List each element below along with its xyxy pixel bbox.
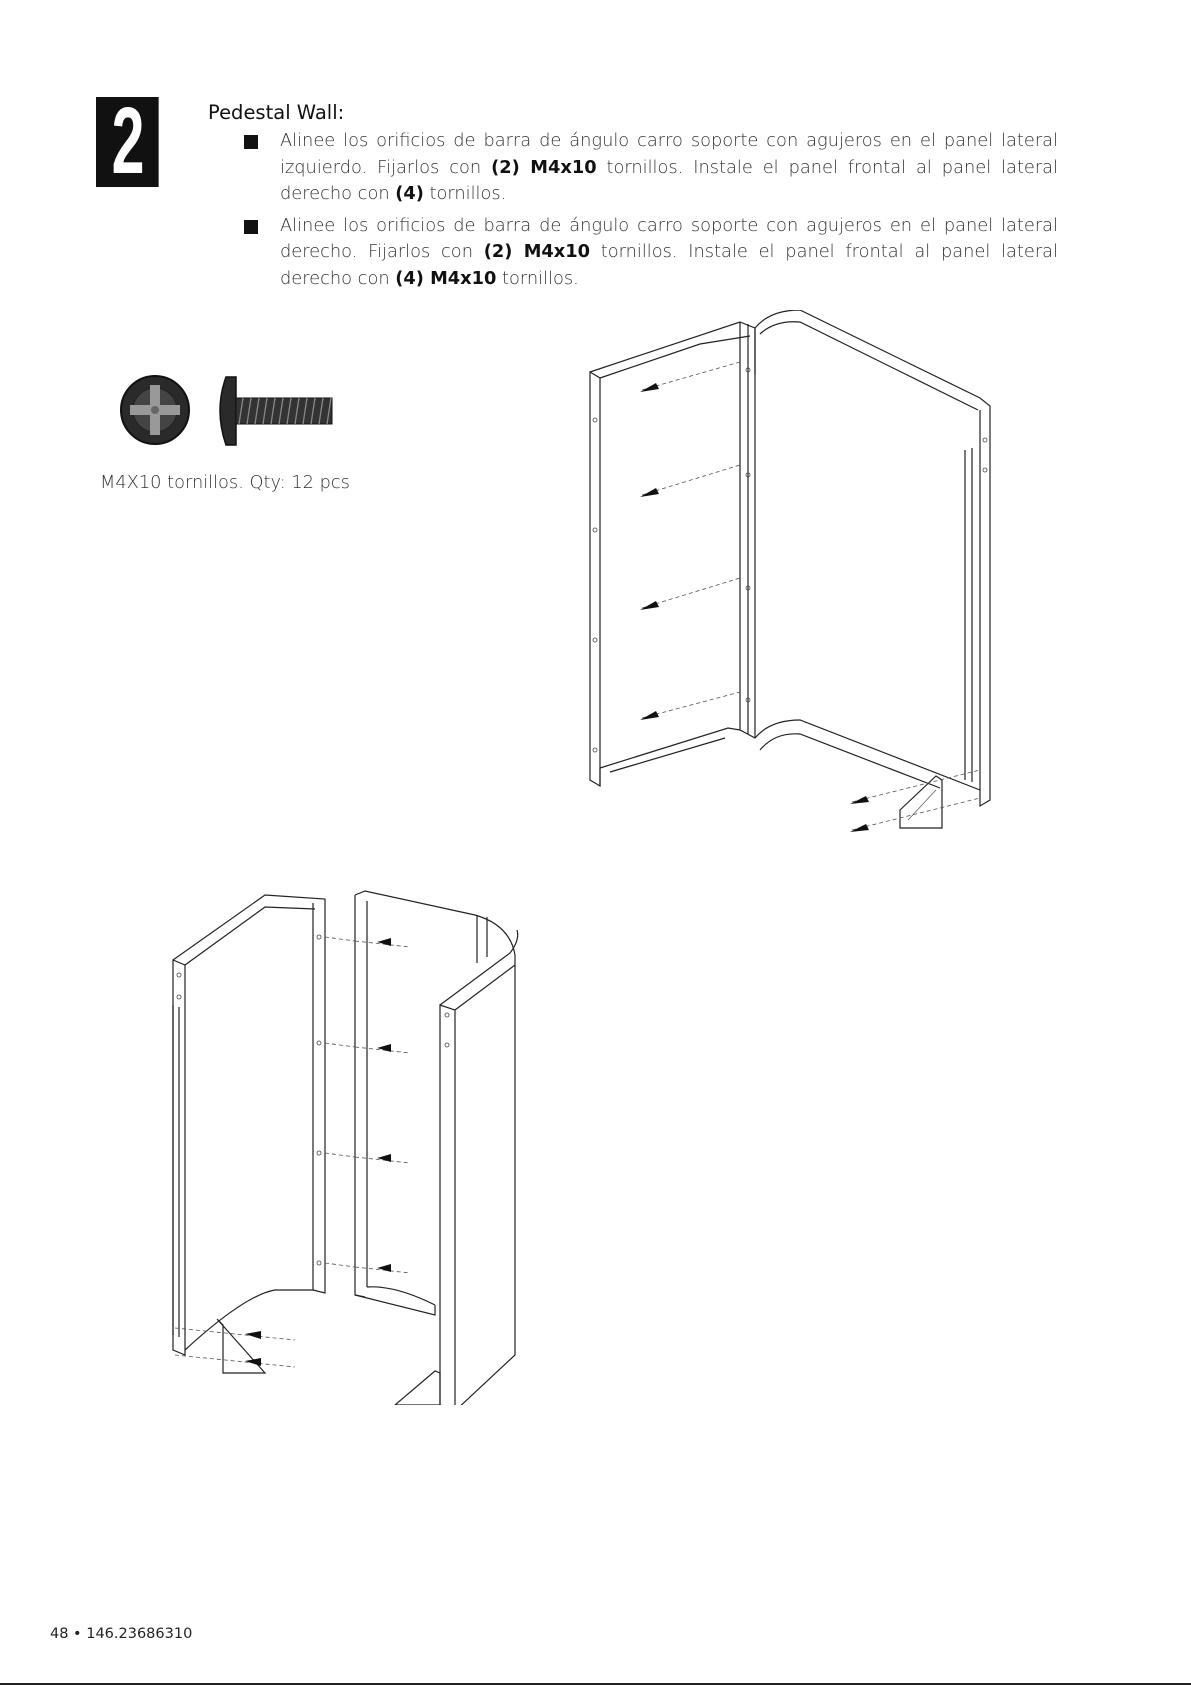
screw-side-icon	[220, 377, 332, 445]
instruction-text: tornillos.	[423, 183, 507, 204]
bullet-square-icon	[244, 135, 258, 149]
page-footer: 48 • 146.23686310	[50, 1626, 193, 1642]
instruction-item	[244, 213, 1058, 293]
screw-arrow-icon	[355, 938, 410, 947]
screw-head-icon	[121, 376, 189, 444]
instruction-text: tornillos. Instale el panel frontal al panel lateral derecho con	[280, 241, 1058, 289]
instruction-text: Alinee los orificios de barra de ángulo carro soporte con agujeros en el panel lateral izquierdo. Fijarlos con	[280, 130, 1058, 178]
hardware-caption: M4X10 tornillos. Qty: 12 pcs	[100, 472, 350, 493]
screw-arrow-icon	[175, 1355, 295, 1367]
screw-arrow-icon	[850, 798, 980, 832]
screw-arrow-icon	[640, 465, 740, 497]
instruction-emphasis: (4)	[395, 183, 424, 204]
screw-arrow-icon	[355, 1264, 410, 1273]
instruction-item	[244, 128, 1058, 208]
instruction-text: tornillos.	[496, 267, 579, 289]
bullet-square-icon	[244, 220, 258, 234]
screw-arrow-icon	[355, 1154, 410, 1163]
screw-arrow-icon	[850, 770, 980, 804]
instruction-emphasis: (2) M4x10	[483, 241, 590, 262]
step-title: Pedestal Wall:	[208, 101, 345, 124]
screw-arrow-icon	[640, 362, 740, 392]
screw-arrow-icon	[640, 578, 740, 610]
step-number: 2	[111, 89, 144, 194]
screw-arrow-icon	[175, 1328, 295, 1340]
instruction-emphasis: (2) M4x10	[491, 156, 597, 178]
instruction-text: Alinee los orificios de barra de ángulo carro soporte con agujeros en el panel lateral derecho. Fijarlos con	[280, 214, 1058, 262]
assembly-diagram-bottom	[165, 885, 575, 1405]
screw-arrow-icon	[640, 692, 740, 720]
hardware-legend	[118, 365, 348, 460]
screw-arrow-icon	[355, 1044, 410, 1053]
instruction-list	[244, 128, 1058, 297]
instruction-text: tornillos. Instale el panel frontal al panel lateral derecho con	[280, 156, 1058, 204]
instruction-emphasis: (4) M4x10	[395, 267, 497, 289]
step-number-badge	[96, 89, 159, 194]
assembly-diagram-top	[580, 310, 1000, 850]
